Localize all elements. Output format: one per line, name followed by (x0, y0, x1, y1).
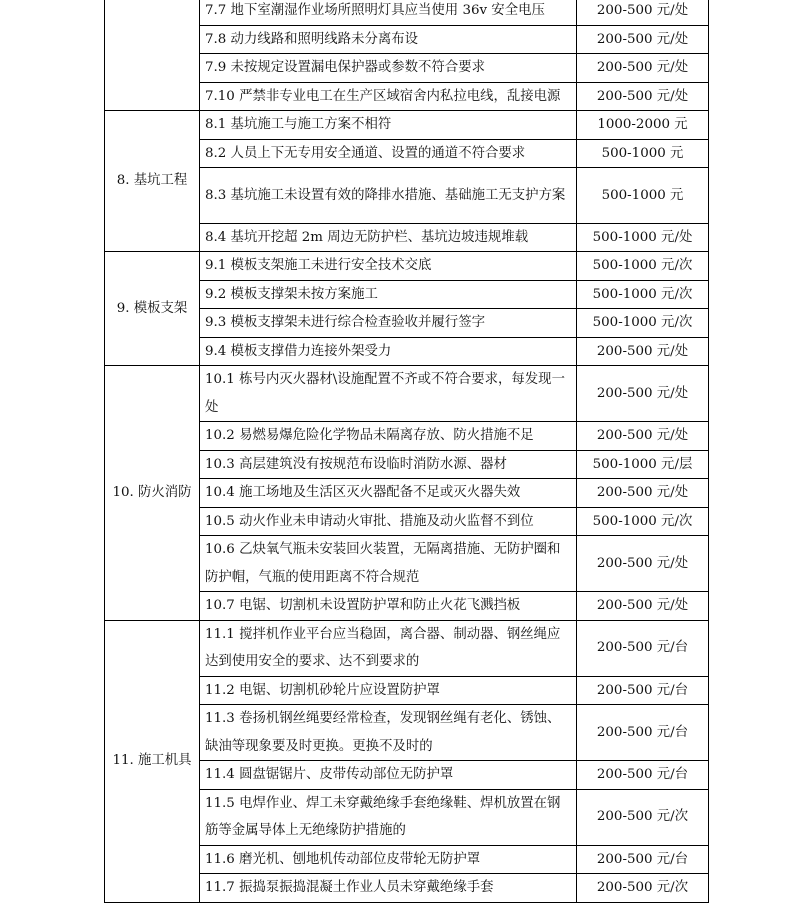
fine-amount-cell: 200-500 元/台 (577, 620, 709, 676)
fine-amount-cell: 200-500 元/处 (577, 0, 709, 25)
violation-item-cell: 10.4 施工场地及生活区灭火器配备不足或灭火器失效 (200, 479, 577, 508)
violation-item-cell: 11.5 电焊作业、焊工未穿戴绝缘手套绝缘鞋、焊机放置在钢筋等金属导体上无绝缘防护措施的 (200, 789, 577, 845)
penalty-table (104, 0, 709, 903)
fine-amount-cell: 200-500 元/处 (577, 25, 709, 54)
fine-amount-cell: 200-500 元/次 (577, 874, 709, 903)
fine-amount-cell: 500-1000 元/处 (577, 223, 709, 252)
violation-item-cell: 7.9 未按规定设置漏电保护器或参数不符合要求 (200, 54, 577, 83)
fine-amount-cell: 200-500 元/台 (577, 845, 709, 874)
violation-item-cell: 9.4 模板支撑借力连接外架受力 (200, 337, 577, 366)
violation-item-cell: 11.2 电锯、切割机砂轮片应设置防护罩 (200, 676, 577, 705)
fine-amount-cell: 500-1000 元/次 (577, 507, 709, 536)
fine-amount-cell: 200-500 元/处 (577, 536, 709, 592)
violation-item-cell: 11.6 磨光机、刨地机传动部位皮带轮无防护罩 (200, 845, 577, 874)
violation-item-cell: 11.4 圆盘锯锯片、皮带传动部位无防护罩 (200, 761, 577, 790)
violation-item-cell: 9.2 模板支撑架未按方案施工 (200, 280, 577, 309)
violation-item-cell: 9.1 模板支架施工未进行安全技术交底 (200, 252, 577, 281)
fine-amount-cell: 500-1000 元/层 (577, 450, 709, 479)
fine-amount-cell: 200-500 元/处 (577, 337, 709, 366)
violation-item-cell: 11.7 振捣泵振捣混凝土作业人员未穿戴绝缘手套 (200, 874, 577, 903)
fine-amount-cell: 500-1000 元 (577, 168, 709, 224)
fine-amount-cell: 500-1000 元/次 (577, 309, 709, 338)
violation-item-cell: 10.5 动火作业未申请动火审批、措施及动火监督不到位 (200, 507, 577, 536)
fine-amount-cell: 200-500 元/处 (577, 592, 709, 621)
violation-item-cell: 10.1 栋号内灭火器材\设施配置不齐或不符合要求，每发现一处 (200, 366, 577, 422)
violation-item-cell: 7.8 动力线路和照明线路未分离布设 (200, 25, 577, 54)
violation-item-cell: 8.1 基坑施工与施工方案不相符 (200, 111, 577, 140)
fine-amount-cell: 200-500 元/处 (577, 366, 709, 422)
category-cell: 10. 防火消防 (105, 366, 200, 621)
violation-item-cell: 7.7 地下室潮湿作业场所照明灯具应当使用 36v 安全电压 (200, 0, 577, 25)
violation-item-cell: 11.1 搅拌机作业平台应当稳固，离合器、制动器、钢丝绳应达到使用安全的要求、达不到要求的 (200, 620, 577, 676)
table-row (105, 252, 709, 281)
fine-amount-cell: 200-500 元/处 (577, 54, 709, 83)
fine-amount-cell: 200-500 元/处 (577, 82, 709, 111)
table-row (105, 366, 709, 422)
violation-item-cell: 10.7 电锯、切割机未设置防护罩和防止火花飞溅挡板 (200, 592, 577, 621)
violation-item-cell: 10.6 乙炔氧气瓶未安装回火装置，无隔离措施、无防护圈和防护帽，气瓶的使用距离不符合规范 (200, 536, 577, 592)
violation-item-cell: 11.3 卷扬机钢丝绳要经常检查，发现钢丝绳有老化、锈蚀、缺油等现象要及时更换。更换不及时的 (200, 705, 577, 761)
category-cell: 8. 基坑工程 (105, 111, 200, 252)
fine-amount-cell: 500-1000 元 (577, 139, 709, 168)
fine-amount-cell: 200-500 元/处 (577, 422, 709, 451)
violation-item-cell: 10.2 易燃易爆危险化学物品未隔离存放、防火措施不足 (200, 422, 577, 451)
violation-item-cell: 10.3 高层建筑没有按规范布设临时消防水源、器材 (200, 450, 577, 479)
fine-amount-cell: 500-1000 元/次 (577, 252, 709, 281)
violation-item-cell: 9.3 模板支撑架未进行综合检查验收并履行签字 (200, 309, 577, 338)
fine-amount-cell: 200-500 元/台 (577, 761, 709, 790)
violation-item-cell: 8.2 人员上下无专用安全通道、设置的通道不符合要求 (200, 139, 577, 168)
fine-amount-cell: 1000-2000 元 (577, 111, 709, 140)
category-cell: 11. 施工机具 (105, 620, 200, 902)
fine-amount-cell: 200-500 元/台 (577, 676, 709, 705)
fine-amount-cell: 200-500 元/次 (577, 789, 709, 845)
fine-amount-cell: 200-500 元/处 (577, 479, 709, 508)
category-cell: 9. 模板支架 (105, 252, 200, 366)
fine-amount-cell: 200-500 元/台 (577, 705, 709, 761)
violation-item-cell: 7.10 严禁非专业电工在生产区域宿舍内私拉电线，乱接电源 (200, 82, 577, 111)
table-row (105, 111, 709, 140)
table-row (105, 0, 709, 25)
fine-amount-cell: 500-1000 元/次 (577, 280, 709, 309)
penalty-table-body (105, 0, 709, 902)
violation-item-cell: 8.3 基坑施工未设置有效的降排水措施、基础施工无支护方案 (200, 168, 577, 224)
table-row (105, 620, 709, 676)
category-cell (105, 0, 200, 111)
violation-item-cell: 8.4 基坑开挖超 2m 周边无防护栏、基坑边坡违规堆载 (200, 223, 577, 252)
